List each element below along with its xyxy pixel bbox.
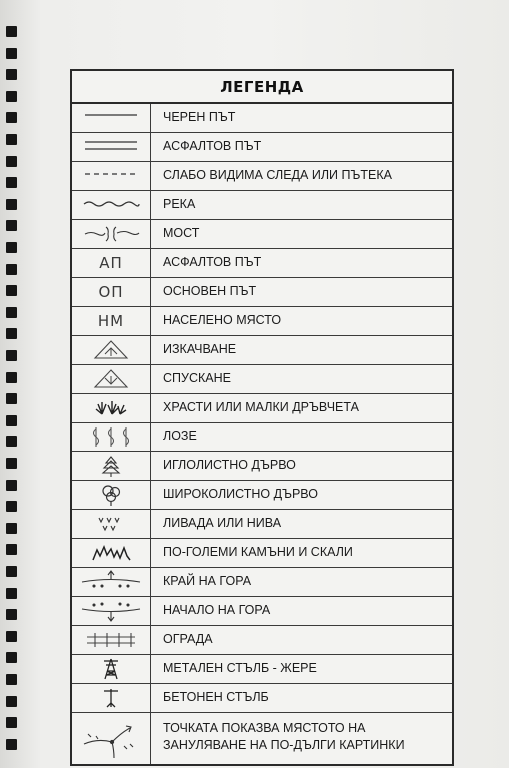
binding-hole <box>6 285 17 296</box>
legend-label: МОСТ <box>163 226 200 240</box>
binding-hole <box>6 48 17 59</box>
binding-hole <box>6 566 17 577</box>
legend-row-concrete-pole <box>72 684 452 713</box>
legend-row-vineyard <box>72 423 452 452</box>
forest-start-icon <box>72 597 151 625</box>
legend-row-op <box>72 278 452 307</box>
fence-icon <box>72 626 151 654</box>
binding-hole <box>6 415 17 426</box>
binding-hole <box>6 458 17 469</box>
legend-label: ТОЧКАТА ПОКАЗВА МЯСТОТО НА ЗАНУЛЯВАНЕ НА ПО-ДЪЛГИ КАРТИНКИ <box>163 721 405 752</box>
binding-hole <box>6 199 17 210</box>
binding-hole <box>6 91 17 102</box>
descent-triangle-icon <box>72 365 151 393</box>
spiral-binding <box>6 26 20 766</box>
legend-row-conifer <box>72 452 452 481</box>
binding-hole <box>6 523 17 534</box>
binding-hole <box>6 112 17 123</box>
binding-hole <box>6 177 17 188</box>
legend-label: ПО-ГОЛЕМИ КАМЪНИ И СКАЛИ <box>163 545 353 559</box>
binding-hole <box>6 156 17 167</box>
binding-hole <box>6 307 17 318</box>
legend-row-descent <box>72 365 452 394</box>
legend-row-meadow <box>72 510 452 539</box>
ascent-triangle-icon <box>72 336 151 364</box>
bushes-icon <box>72 394 151 422</box>
legend-row-trail <box>72 162 452 191</box>
legend-row-ascent <box>72 336 452 365</box>
abbr-nm: НМ <box>72 307 151 335</box>
legend-title: ЛЕГЕНДА <box>220 77 304 96</box>
binding-hole <box>6 631 17 642</box>
bridge-icon <box>72 220 151 248</box>
legend-row-forest-start <box>72 597 452 626</box>
vineyard-icon <box>72 423 151 451</box>
abbr-ap: АП <box>72 249 151 277</box>
legend-label: ИЗКАЧВАНЕ <box>163 342 237 356</box>
legend-label: МЕТАЛЕН СТЪЛБ - ЖЕРЕ <box>163 661 317 675</box>
legend-row-metal-pylon <box>72 655 452 684</box>
legend-label: НАЧАЛО НА ГОРА <box>163 603 271 617</box>
legend-label: НАСЕЛЕНО МЯСТО <box>163 313 282 327</box>
legend-label: АСФАЛТОВ ПЪТ <box>163 139 262 153</box>
binding-hole <box>6 717 17 728</box>
binding-hole <box>6 609 17 620</box>
legend-label: БЕТОНЕН СТЪЛБ <box>163 690 269 704</box>
legend-row-river <box>72 191 452 220</box>
legend-title-row <box>72 71 452 104</box>
forest-end-icon <box>72 568 151 596</box>
rocks-icon <box>72 539 151 567</box>
double-line-icon <box>72 133 151 161</box>
legend-row-dirt-road <box>72 104 452 133</box>
binding-hole <box>6 69 17 80</box>
legend-label: ЧЕРЕН ПЪТ <box>163 110 236 124</box>
legend-label: ИГЛОЛИСТНО ДЪРВО <box>163 458 296 472</box>
binding-hole <box>6 501 17 512</box>
meadow-icon <box>72 510 151 538</box>
binding-hole <box>6 26 17 37</box>
binding-hole <box>6 544 17 555</box>
legend-label: АСФАЛТОВ ПЪТ <box>163 255 262 269</box>
legend-table <box>70 69 454 766</box>
legend-row-rocks <box>72 539 452 568</box>
binding-hole <box>6 436 17 447</box>
legend-row-bridge <box>72 220 452 249</box>
legend-label: СПУСКАНЕ <box>163 371 231 385</box>
conifer-tree-icon <box>72 452 151 480</box>
binding-hole <box>6 674 17 685</box>
binding-hole <box>6 393 17 404</box>
wavy-line-icon <box>72 191 151 219</box>
binding-hole <box>6 134 17 145</box>
binding-hole <box>6 588 17 599</box>
legend-row-nm <box>72 307 452 336</box>
legend-row-asphalt-road <box>72 133 452 162</box>
legend-row-bushes <box>72 394 452 423</box>
thin-line-icon <box>72 104 151 132</box>
legend-label: ШИРОКОЛИСТНО ДЪРВО <box>163 487 318 501</box>
dashed-line-icon <box>72 162 151 190</box>
legend-row-deciduous <box>72 481 452 510</box>
binding-hole <box>6 220 17 231</box>
legend-label: КРАЙ НА ГОРА <box>163 574 252 588</box>
abbr-op: ОП <box>72 278 151 306</box>
legend-label: ЛОЗЕ <box>163 429 197 443</box>
binding-hole <box>6 328 17 339</box>
binding-hole <box>6 372 17 383</box>
legend-row-forest-end <box>72 568 452 597</box>
legend-label: ОСНОВЕН ПЪТ <box>163 284 257 298</box>
binding-hole <box>6 264 17 275</box>
binding-hole <box>6 696 17 707</box>
legend-row-fence <box>72 626 452 655</box>
metal-pylon-icon <box>72 655 151 683</box>
concrete-pole-icon <box>72 684 151 712</box>
legend-row-ap <box>72 249 452 278</box>
legend-label: СЛАБО ВИДИМА СЛЕДА ИЛИ ПЪТЕКА <box>163 168 392 182</box>
binding-hole <box>6 652 17 663</box>
binding-hole <box>6 350 17 361</box>
legend-row-zoom-point <box>72 713 452 764</box>
legend-label: ХРАСТИ ИЛИ МАЛКИ ДРЪВЧЕТА <box>163 400 359 414</box>
zoom-point-icon <box>72 713 151 764</box>
legend-label: РЕКА <box>163 197 196 211</box>
binding-hole <box>6 739 17 750</box>
legend-label: ЛИВАДА ИЛИ НИВА <box>163 516 282 530</box>
binding-hole <box>6 480 17 491</box>
binding-hole <box>6 242 17 253</box>
legend-label: ОГРАДА <box>163 632 213 646</box>
deciduous-tree-icon <box>72 481 151 509</box>
